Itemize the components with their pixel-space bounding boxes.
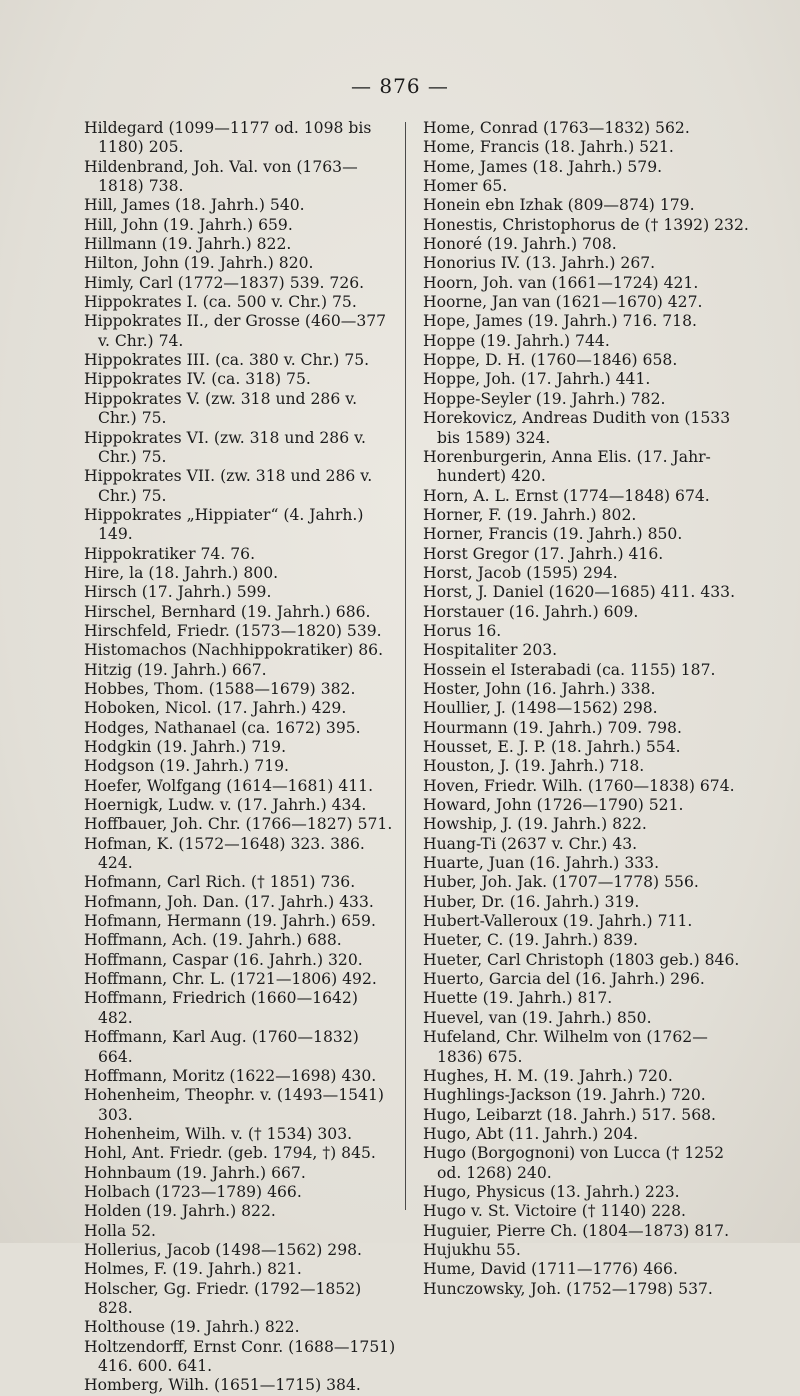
index-entry: Horst, Jacob (1595) 294. [423,563,618,582]
index-entry: Hippokrates I. (ca. 500 v. Chr.) 75. [84,293,357,312]
index-entry: Home, Conrad (1763—1832) 562. [423,119,690,137]
index-entry: Hippokrates III. (ca. 380 v. Chr.) 75. [84,351,370,370]
index-entry: Holtzendorff, Ernst Conr. (1688—1751) 416. 600. 641. [84,1337,396,1375]
index-entry: Hoppe (19. Jahrh.) 744. [423,331,610,350]
index-entry: Horst Gregor (17. Jahrh.) 416. [423,544,664,563]
index-entry: Hoffmann, Caspar (16. Jahrh.) 320. [84,950,363,969]
index-entry: Histomachos (Nachhippokratiker) 86. [84,641,384,660]
index-entry: Hossein el Isterabadi (ca. 1155) 187. [423,660,716,679]
index-entry: Hourmann (19. Jahrh.) 709. 798. [423,718,682,737]
index-entry: Hilton, John (19. Jahrh.) 820. [84,254,314,273]
index-entry: Huevel, van (19. Jahrh.) 850. [423,1008,652,1027]
index-entry: Hippokrates „Hippiater“ (4. Jahrh.) 149. [84,505,364,544]
index-entry: Huang-Ti (2637 v. Chr.) 43. [423,834,638,853]
index-entry: Hume, David (1711—1776) 466. [423,1260,678,1279]
index-entry: Hoster, John (16. Jahrh.) 338. [423,679,656,698]
index-entry: Hillmann (19. Jahrh.) 822. [84,235,292,254]
index-entry: Horstauer (16. Jahrh.) 609. [423,602,639,621]
index-entry: Horner, F. (19. Jahrh.) 802. [423,505,637,524]
index-entry: Home, Francis (18. Jahrh.) 521. [423,138,674,157]
index-entry: Hughes, H. M. (19. Jahrh.) 720. [423,1066,673,1085]
index-entry: Hitzig (19. Jahrh.) 667. [84,660,267,679]
index-entry: Hoffmann, Ach. (19. Jahrh.) 688. [84,931,342,950]
index-entry: Hoppe, D. H. (1760—1846) 658. [423,351,678,370]
index-entry: Himly, Carl (1772—1837) 539. 726. [84,273,365,292]
index-entry: Hildenbrand, Joh. Val. von (1763— 1818) 738. [84,157,358,196]
index-entry: Hohl, Ant. Friedr. (geb. 1794, †) 845. [84,1144,376,1163]
index-entry: Hohnbaum (19. Jahrh.) 667. [84,1163,306,1182]
index-entry: Hugo v. St. Victoire († 1140) 228. [423,1202,686,1221]
index-entry: Hohenheim, Wilh. v. († 1534) 303. [84,1124,353,1143]
index-entry: Hoven, Friedr. Wilh. (1760—1838) 674. [423,776,735,795]
index-entry: Hippokratiker 74. 76. [84,544,256,563]
index-entry: Hirsch (17. Jahrh.) 599. [84,583,272,602]
index-entry: Honestis, Christophorus de († 1392) 232. [423,215,749,234]
index-entry: Hippokrates VII. (zw. 318 und 286 v. Chr.) 75. [84,467,373,505]
index-entry: Hoefer, Wolfgang (1614—1681) 411. [84,776,374,795]
index-entry: Homer 65. [423,177,508,196]
index-entry: Hire, la (18. Jahrh.) 800. [84,563,279,582]
index-entry: Hippokrates VI. (zw. 318 und 286 v. Chr.) 75. [84,428,367,466]
index-entry: Hugo (Borgognoni) von Lucca († 1252 od. 1268) 240. [423,1144,725,1182]
index-entry: Hofmann, Carl Rich. († 1851) 736. [84,873,356,892]
index-entry: Horner, Francis (19. Jahrh.) 850. [423,525,683,544]
index-entry: Honein ebn Izhak (809—874) 179. [423,196,695,215]
index-entry: Horn, A. L. Ernst (1774—1848) 674. [423,486,710,505]
index-entry: Howard, John (1726—1790) 521. [423,796,684,815]
index-entry: Hoffmann, Moritz (1622—1698) 430. [84,1066,377,1085]
index-entry: Hufeland, Chr. Wilhelm von (1762— 1836) 675. [423,1028,708,1066]
index-entry: Hofmann, Joh. Dan. (17. Jahrh.) 433. [84,892,374,911]
index-entry: Hospitaliter 203. [423,641,558,660]
index-entry: Huarte, Juan (16. Jahrh.) 333. [423,854,660,873]
index-entry: Hoffmann, Friedrich (1660—1642) 482. [84,989,358,1027]
index-entry: Holden (19. Jahrh.) 822. [84,1202,276,1221]
index-entry: Hobbes, Thom. (1588—1679) 382. [84,679,356,698]
index-entry: Hubert-Valleroux (19. Jahrh.) 711. [423,912,693,931]
index-entry: Hunczowsky, Joh. (1752—1798) 537. [423,1279,713,1298]
index-entry: Hujukhu 55. [423,1240,521,1259]
index-entry: Hoorn, Joh. van (1661—1724) 421. [423,273,699,292]
index-entry: Hope, James (19. Jahrh.) 716. 718. [423,312,697,331]
index-entry: Hofmann, Hermann (19. Jahrh.) 659. [84,912,376,931]
index-entry: Hugo, Abt (11. Jahrh.) 204. [423,1124,639,1143]
index-entry: Hippokrates V. (zw. 318 und 286 v. Chr.) 75. [84,389,358,428]
index-column-right [423,119,793,1299]
index-entry: Huber, Dr. (16. Jahrh.) 319. [423,892,640,911]
index-entry: Hoppe-Seyler (19. Jahrh.) 782. [423,389,666,408]
index-entry: Horst, J. Daniel (1620—1685) 411. 433. [423,583,736,602]
index-entry: Honoré (19. Jahrh.) 708. [423,235,617,254]
index-entry: Hill, John (19. Jahrh.) 659. [84,215,293,234]
index-entry: Hoffmann, Karl Aug. (1760—1832) 664. [84,1028,359,1066]
index-entry: Horenburgerin, Anna Elis. (17. Jahr- hundert) 420. [423,447,711,486]
index-entry: Horekovicz, Andreas Dudith von (1533 bis 1589) 324. [423,409,731,447]
index-entry: Hirschfeld, Friedr. (1573—1820) 539. [84,621,382,640]
column-divider [405,122,406,1210]
index-entry: Hohenheim, Theophr. v. (1493—1541) 303. [84,1086,385,1124]
index-entry: Hoboken, Nicol. (17. Jahrh.) 429. [84,699,347,718]
index-entry: Housset, E. J. P. (18. Jahrh.) 554. [423,738,681,756]
index-entry: Holbach (1723—1789) 466. [84,1182,302,1201]
index-entry: Hodges, Nathanael (ca. 1672) 395. [84,718,361,737]
index-entry: Hueter, C. (19. Jahrh.) 839. [423,931,638,950]
index-entry: Hoppe, Joh. (17. Jahrh.) 441. [423,370,651,389]
index-entry: Honorius IV. (13. Jahrh.) 267. [423,254,656,273]
index-entry: Huette (19. Jahrh.) 817. [423,989,613,1008]
index-entry: Houllier, J. (1498—1562) 298. [423,699,658,718]
page-number: — 876 — [351,74,449,98]
index-entry: Howship, J. (19. Jahrh.) 822. [423,815,647,834]
index-entry: Hirschel, Bernhard (19. Jahrh.) 686. [84,602,371,621]
index-entry: Hill, James (18. Jahrh.) 540. [84,196,305,215]
index-entry: Holmes, F. (19. Jahrh.) 821. [84,1260,302,1279]
index-entry: Hoffmann, Chr. L. (1721—1806) 492. [84,970,377,989]
index-entry: Hodgson (19. Jahrh.) 719. [84,757,289,776]
index-entry: Hoorne, Jan van (1621—1670) 427. [423,293,703,312]
index-entry: Hugo, Leibarzt (18. Jahrh.) 517. 568. [423,1105,716,1124]
index-entry: Hodgkin (19. Jahrh.) 719. [84,738,287,756]
index-entry: Hoffbauer, Joh. Chr. (1766—1827) 571. [84,815,393,834]
index-entry: Hippokrates IV. (ca. 318) 75. [84,370,311,389]
index-entry: Houston, J. (19. Jahrh.) 718. [423,757,645,776]
index-entry: Homberg, Wilh. (1651—1715) 384. [84,1376,361,1395]
index-entry: Holla 52. [84,1221,157,1240]
index-column-left [84,119,396,1396]
index-entry: Holthouse (19. Jahrh.) 822. [84,1318,300,1337]
index-entry: Hildegard (1099—1177 od. 1098 bis 1180) 205. [84,119,372,157]
index-entry: Hoernigk, Ludw. v. (17. Jahrh.) 434. [84,796,367,815]
index-entry: Hollerius, Jacob (1498—1562) 298. [84,1240,363,1259]
index-entry: Huguier, Pierre Ch. (1804—1873) 817. [423,1221,730,1240]
index-entry: Hugo, Physicus (13. Jahrh.) 223. [423,1182,680,1201]
index-entry: Hughlings-Jackson (19. Jahrh.) 720. [423,1086,706,1105]
index-entry: Home, James (18. Jahrh.) 579. [423,157,663,176]
index-entry: Hofman, K. (1572—1648) 323. 386. 424. [84,834,365,873]
index-entry: Horus 16. [423,621,502,640]
index-entry: Huerto, Garcia del (16. Jahrh.) 296. [423,970,705,989]
index-entry: Huber, Joh. Jak. (1707—1778) 556. [423,873,699,892]
index-entry: Hueter, Carl Christoph (1803 geb.) 846. [423,950,740,969]
index-entry: Hippokrates II., der Grosse (460—377 v. Chr.) 74. [84,312,387,350]
index-entry: Holscher, Gg. Friedr. (1792—1852) 828. [84,1279,362,1317]
